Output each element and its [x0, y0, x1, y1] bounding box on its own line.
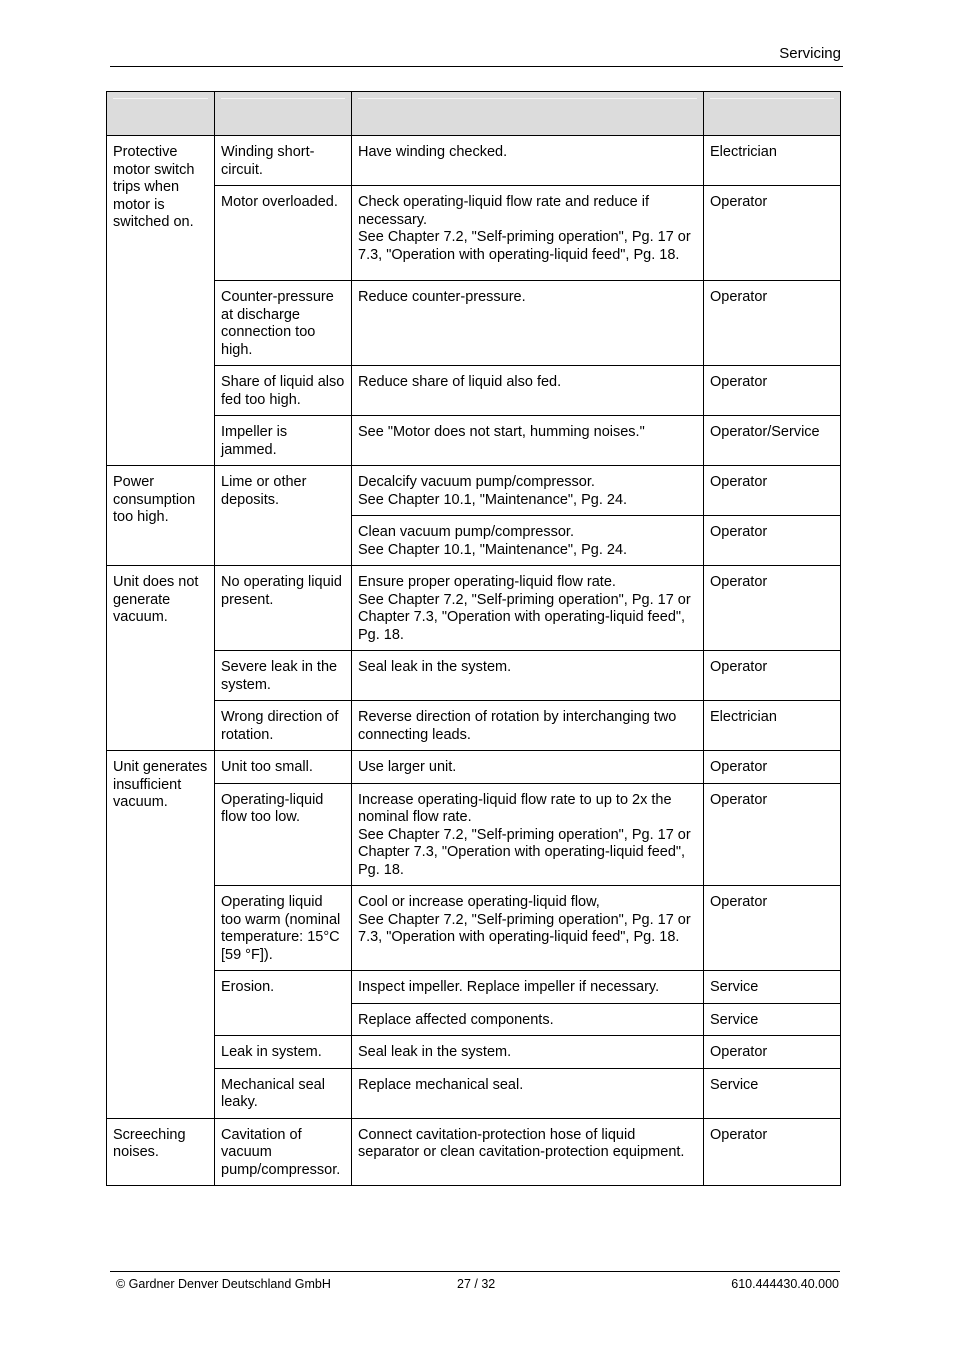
table-row [107, 186, 841, 281]
cause-cell: Motor overloaded. [215, 186, 352, 281]
remedy-cell: Replace mechanical seal. [352, 1068, 704, 1118]
remedy-cell: Clean vacuum pump/compressor. See Chapter 10.1, "Maintenance", Pg. 24. [352, 516, 704, 566]
by-cell: Operator [704, 1036, 841, 1069]
remedy-cell: Reduce share of liquid also fed. [352, 366, 704, 416]
by-cell: Service [704, 1068, 841, 1118]
cause-cell: Lime or other deposits. [215, 466, 352, 566]
header-by [704, 92, 841, 136]
by-cell: Electrician [704, 701, 841, 751]
footer-doc-number: 610.444430.40.000 [731, 1277, 839, 1291]
by-cell: Operator [704, 566, 841, 651]
table-row [107, 751, 841, 784]
by-cell: Operator [704, 751, 841, 784]
by-cell: Operator [704, 783, 841, 886]
troubleshooting-table [106, 91, 841, 1186]
remedy-cell: Reverse direction of rotation by interchanging two connecting leads. [352, 701, 704, 751]
cause-cell: Unit too small. [215, 751, 352, 784]
by-cell: Operator [704, 651, 841, 701]
remedy-cell: Ensure proper operating-liquid flow rate. See Chapter 7.2, "Self-priming operation", Pg. 17 or Chapter 7.3, "Operation with operating-liquid feed", Pg. 18. [352, 566, 704, 651]
remedy-cell: Replace affected components. [352, 1003, 704, 1036]
by-cell: Operator [704, 366, 841, 416]
footer-page-number: 27 / 32 [457, 1277, 496, 1291]
header-rule [110, 66, 843, 67]
footer-rule [110, 1271, 840, 1272]
table-header-row [107, 92, 841, 136]
by-cell: Service [704, 1003, 841, 1036]
table-row [107, 466, 841, 516]
table-row [107, 651, 841, 701]
cause-cell: Share of liquid also fed too high. [215, 366, 352, 416]
fault-cell: Power consumption too high. [107, 466, 215, 566]
table-row [107, 971, 841, 1004]
table-row [107, 136, 841, 186]
fault-cell: Unit generates insufficient vacuum. [107, 751, 215, 1119]
table-row [107, 416, 841, 466]
remedy-cell: Increase operating-liquid flow rate to up to 2x the nominal flow rate. See Chapter 7.2, "Self-priming operation", Pg. 17 or Chapter 7.3, "Operation with operating-liquid feed", Pg. 18. [352, 783, 704, 886]
remedy-cell: Seal leak in the system. [352, 651, 704, 701]
by-cell: Operator [704, 186, 841, 281]
table-row [107, 366, 841, 416]
fault-cell: Screeching noises. [107, 1118, 215, 1186]
by-cell: Operator [704, 516, 841, 566]
cause-cell: Cavitation of vacuum pump/compressor. [215, 1118, 352, 1186]
table-row [107, 1068, 841, 1118]
table-row [107, 281, 841, 366]
by-cell: Service [704, 971, 841, 1004]
cause-cell: Leak in system. [215, 1036, 352, 1069]
by-cell: Operator [704, 1118, 841, 1186]
cause-cell: Impeller is jammed. [215, 416, 352, 466]
by-cell: Operator [704, 886, 841, 971]
fault-cell: Protective motor switch trips when motor is switched on. [107, 136, 215, 466]
table-row [107, 886, 841, 971]
section-title: Servicing [779, 45, 841, 62]
header-fault [107, 92, 215, 136]
cause-cell: Severe leak in the system. [215, 651, 352, 701]
fault-cell: Unit does not generate vacuum. [107, 566, 215, 751]
header-cause [215, 92, 352, 136]
table-row [107, 1036, 841, 1069]
remedy-cell: Cool or increase operating-liquid flow, See Chapter 7.2, "Self-priming operation", Pg. 17 or 7.3, "Operation with operating-liquid feed", Pg. 18. [352, 886, 704, 971]
by-cell: Operator [704, 466, 841, 516]
remedy-cell: See "Motor does not start, humming noises." [352, 416, 704, 466]
cause-cell: Operating-liquid flow too low. [215, 783, 352, 886]
remedy-cell: Use larger unit. [352, 751, 704, 784]
table-row [107, 1118, 841, 1186]
cause-cell: Winding short-circuit. [215, 136, 352, 186]
cause-cell: Erosion. [215, 971, 352, 1036]
by-cell: Operator/Service [704, 416, 841, 466]
table-row [107, 701, 841, 751]
cause-cell: Wrong direction of rotation. [215, 701, 352, 751]
header-remedy [352, 92, 704, 136]
by-cell: Electrician [704, 136, 841, 186]
table-row [107, 783, 841, 886]
remedy-cell: Decalcify vacuum pump/compressor. See Chapter 10.1, "Maintenance", Pg. 24. [352, 466, 704, 516]
remedy-cell: Inspect impeller. Replace impeller if necessary. [352, 971, 704, 1004]
cause-cell: No operating liquid present. [215, 566, 352, 651]
footer-copyright: © Gardner Denver Deutschland GmbH [116, 1277, 331, 1291]
remedy-cell: Reduce counter-pressure. [352, 281, 704, 366]
remedy-cell: Check operating-liquid flow rate and reduce if necessary. See Chapter 7.2, "Self-priming operation", Pg. 17 or 7.3, "Operation with operating-liquid feed", Pg. 18. [352, 186, 704, 281]
cause-cell: Operating liquid too warm (nominal temperature: 15°C [59 °F]). [215, 886, 352, 971]
remedy-cell: Seal leak in the system. [352, 1036, 704, 1069]
cause-cell: Counter-pressure at discharge connection too high. [215, 281, 352, 366]
remedy-cell: Have winding checked. [352, 136, 704, 186]
by-cell: Operator [704, 281, 841, 366]
table-row [107, 566, 841, 651]
cause-cell: Mechanical seal leaky. [215, 1068, 352, 1118]
remedy-cell: Connect cavitation-protection hose of liquid separator or clean cavitation-protection equipment. [352, 1118, 704, 1186]
